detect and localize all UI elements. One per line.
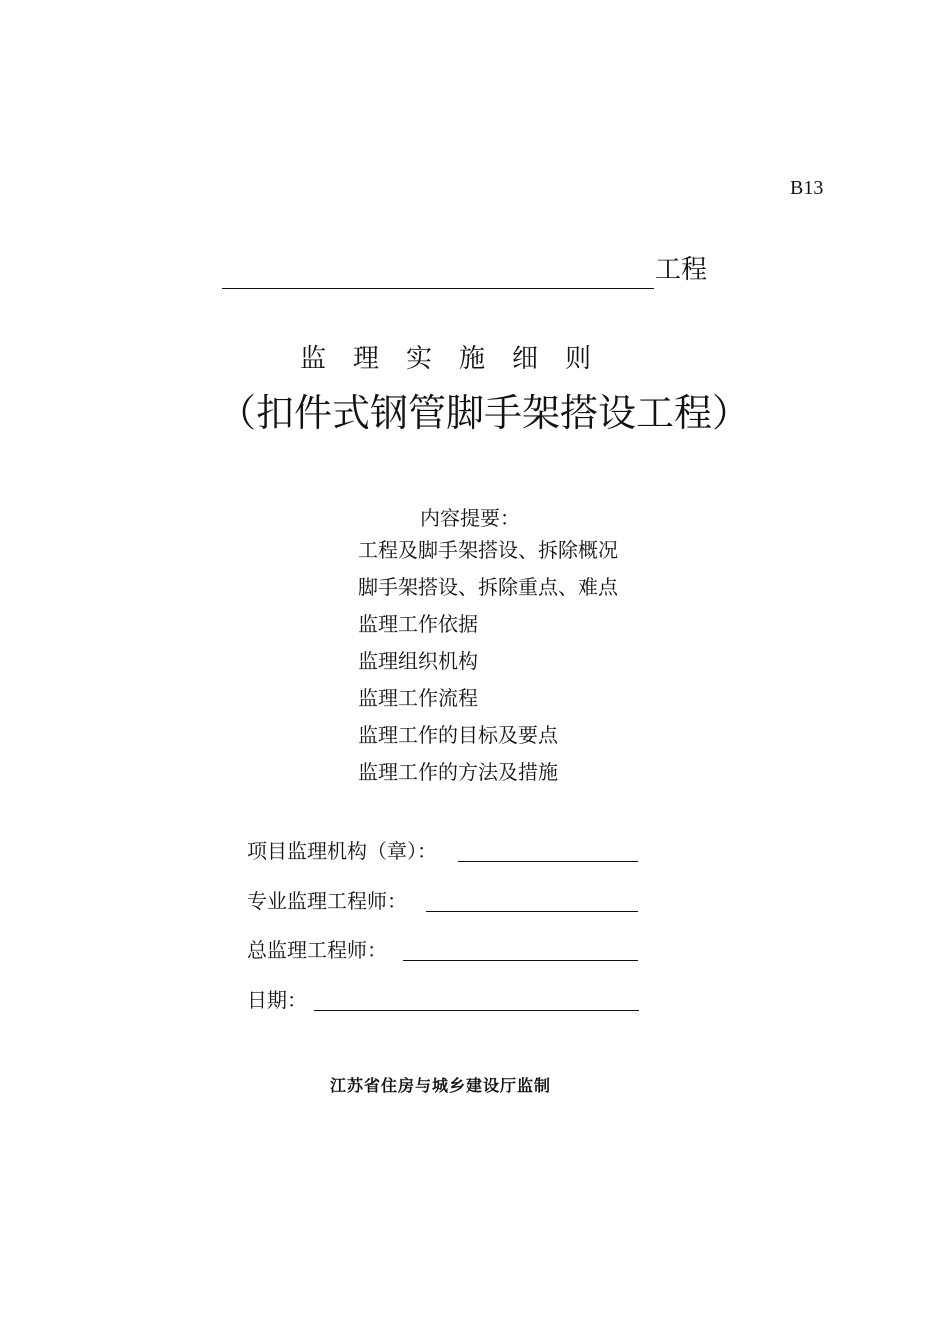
page-title: 监理实施细则 [300, 344, 619, 374]
page-subtitle: （扣件式钢管脚手架搭设工程） [218, 391, 751, 435]
date-field[interactable] [314, 1010, 639, 1011]
project-name-field[interactable] [222, 288, 654, 289]
issuer-footer: 江苏省住房与城乡建设厅监制 [330, 1076, 552, 1095]
specialist-engineer-label: 专业监理工程师： [247, 889, 407, 913]
summary-item: 监理工作流程 [358, 686, 478, 710]
date-label: 日期： [247, 988, 307, 1012]
specialist-engineer-field[interactable] [426, 911, 638, 912]
org-seal-field[interactable] [458, 861, 638, 862]
chief-engineer-field[interactable] [403, 960, 638, 961]
summary-item: 工程及脚手架搭设、拆除概况 [358, 538, 618, 562]
form-code: B13 [790, 177, 824, 199]
summary-item: 监理工作的目标及要点 [358, 723, 558, 747]
summary-item: 监理组织机构 [358, 649, 478, 673]
summary-list [358, 537, 618, 796]
project-suffix: 工程 [655, 255, 708, 285]
chief-engineer-label: 总监理工程师： [247, 938, 387, 962]
summary-heading: 内容提要： [420, 506, 520, 530]
summary-item: 监理工作的方法及措施 [358, 760, 558, 784]
org-seal-label: 项目监理机构（章）： [247, 839, 437, 863]
summary-item: 脚手架搭设、拆除重点、难点 [358, 575, 618, 599]
summary-item: 监理工作依据 [358, 612, 478, 636]
